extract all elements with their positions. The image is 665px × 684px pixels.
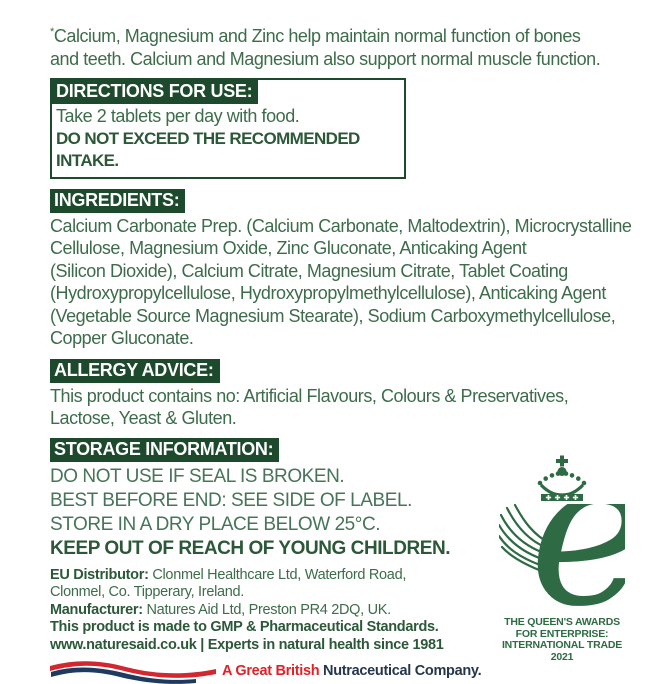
claim-line-2: and teeth. Calcium and Magnesium also support normal muscle function.	[50, 48, 601, 69]
allergy-section	[50, 359, 650, 430]
storage-line: STORE IN A DRY PLACE BELOW 25°C.	[50, 513, 381, 535]
ingredients-heading: INGREDIENTS:	[50, 189, 185, 213]
storage-line: DO NOT USE IF SEAL IS BROKEN.	[50, 465, 345, 487]
eu-distributor-line: EU Distributor: Clonmel Healthcare Ltd, Waterford Road,	[50, 566, 407, 583]
directions-warning: DO NOT EXCEED THE RECOMMENDED INTAKE.	[56, 128, 360, 170]
allergy-line: This product contains no: Artificial Flavours, Colours & Preservatives,	[50, 385, 569, 406]
award-text-line: INTERNATIONAL TRADE	[501, 639, 623, 651]
claim-line-1: *Calcium, Magnesium and Zinc help maintain normal function of bones	[50, 26, 581, 46]
ingredients-line: (Silicon Dioxide), Calcium Citrate, Magnesium Citrate, Tablet Coating	[50, 260, 568, 281]
allergy-text	[50, 385, 650, 430]
health-claim	[50, 25, 650, 70]
ingredients-line: Calcium Carbonate Prep. (Calcium Carbonate, Maltodextrin), Microcrystalline	[50, 215, 632, 236]
company-text-red: A Great British	[222, 663, 320, 679]
directions-body	[52, 104, 404, 173]
queens-award-logo	[474, 455, 650, 663]
gmp-statement: This product is made to GMP & Pharmaceutical Standards.	[50, 619, 439, 635]
ingredients-section	[50, 189, 650, 350]
award-text	[474, 617, 650, 663]
company-text	[222, 663, 481, 679]
ingredients-line: (Hydroxypropylcellulose, Hydroxypropylmethylcellulose), Anticaking Agent	[50, 283, 606, 303]
storage-warning: KEEP OUT OF REACH OF YOUNG CHILDREN.	[50, 537, 451, 559]
directions-box	[50, 78, 406, 179]
eu-distributor-line-2: Clonmel, Co. Tipperary, Ireland.	[50, 584, 245, 600]
allergy-heading: ALLERGY ADVICE:	[50, 359, 220, 383]
manufacturer-line: Manufacturer: Natures Aid Ltd, Preston PR4 2DQ, UK.	[50, 601, 391, 618]
directions-heading: DIRECTIONS FOR USE:	[52, 80, 258, 104]
crown-icon	[536, 455, 588, 501]
footnote-marker: *	[50, 26, 54, 38]
award-text-line: 2021	[550, 650, 574, 663]
manufacturer-label: Manufacturer:	[50, 601, 143, 618]
ingredients-line: Copper Gluconate.	[50, 328, 194, 348]
storage-line: BEST BEFORE END: SEE SIDE OF LABEL.	[50, 489, 412, 511]
company-text-navy: Nutraceutical Company.	[319, 663, 482, 679]
website-line: www.naturesaid.co.uk | Experts in natural health since 1981	[50, 636, 444, 653]
allergy-line: Lactose, Yeast & Gluten.	[50, 408, 237, 428]
winged-e-icon	[499, 504, 625, 608]
ingredients-text	[50, 215, 650, 350]
eu-distributor-label: EU Distributor:	[50, 566, 149, 583]
directions-line-1: Take 2 tablets per day with food.	[56, 106, 300, 126]
svg-text:e	[529, 504, 625, 608]
union-jack-swoosh-icon	[50, 658, 218, 684]
award-emblem	[474, 504, 650, 613]
award-text-line: THE QUEEN'S AWARDS	[504, 616, 620, 628]
ingredients-line: (Vegetable Source Magnesium Stearate), Sodium Carboxymethylcellulose,	[50, 305, 616, 326]
ingredients-line: Cellulose, Magnesium Oxide, Zinc Gluconate, Anticaking Agent	[50, 238, 527, 258]
award-text-line: FOR ENTERPRISE:	[515, 627, 609, 640]
storage-heading: STORAGE INFORMATION:	[50, 438, 279, 462]
